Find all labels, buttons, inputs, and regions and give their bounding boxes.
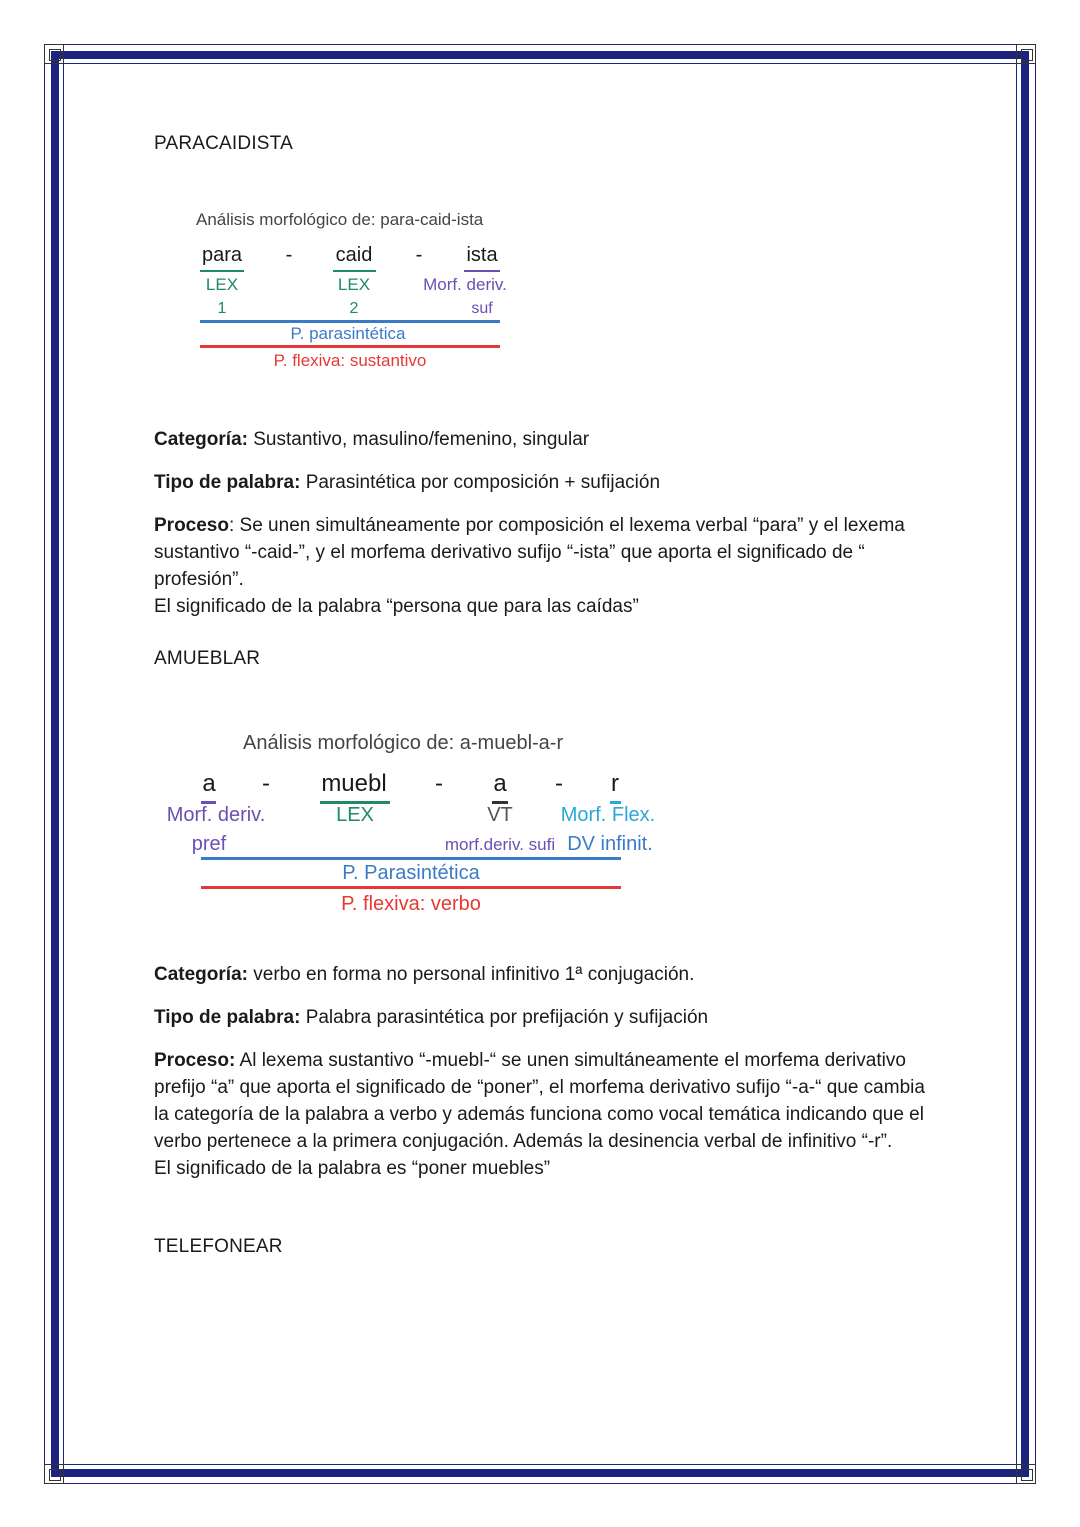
flex-label: P. flexiva: sustantivo bbox=[273, 351, 427, 370]
morpheme-subtag: morf.deriv. sufi bbox=[444, 835, 556, 854]
significado: El significado de la palabra “persona que para las caídas” bbox=[154, 596, 639, 617]
field-value: Palabra parasintética por prefijación y sufijación bbox=[305, 1007, 709, 1028]
section-heading-paracaidista: PARACAIDISTA bbox=[154, 133, 293, 154]
proceso-paragraph bbox=[154, 1047, 944, 1182]
field-label: Tipo de palabra: bbox=[154, 472, 301, 493]
morpheme-tag: LEX bbox=[337, 275, 371, 294]
flex-line bbox=[201, 886, 621, 889]
morpheme-subtag: pref bbox=[191, 833, 227, 855]
base-label: P. parasintética bbox=[290, 324, 406, 343]
base-label: P. Parasintética bbox=[342, 862, 480, 884]
flex-label: P. flexiva: verbo bbox=[341, 893, 481, 915]
section-heading-amueblar: AMUEBLAR bbox=[154, 648, 261, 669]
border-corner-ornament bbox=[44, 44, 64, 64]
categoria-line bbox=[154, 426, 589, 453]
field-label: Categoría: bbox=[154, 429, 248, 450]
proceso-paragraph bbox=[154, 512, 934, 620]
tipo-line bbox=[154, 1004, 708, 1031]
morpheme-tag: Morf. Flex. bbox=[560, 804, 656, 826]
field-label: Proceso: bbox=[154, 1050, 236, 1071]
border-corner-ornament bbox=[44, 1464, 64, 1484]
field-value: Parasintética por composición + sufijación bbox=[305, 472, 661, 493]
morpheme-tag: VT bbox=[487, 804, 513, 826]
segment-separator: - bbox=[262, 770, 270, 797]
diagram-title: Análisis morfológico de: a-muebl-a-r bbox=[243, 732, 564, 754]
tipo-line bbox=[154, 469, 660, 496]
segment-separator: - bbox=[555, 770, 563, 797]
field-label: Tipo de palabra: bbox=[154, 1007, 301, 1028]
morpheme-tag: LEX bbox=[336, 804, 374, 826]
morpheme-subtag: 1 bbox=[217, 300, 227, 317]
segment: a bbox=[202, 770, 216, 797]
segment-separator: - bbox=[415, 244, 423, 266]
segment: caid bbox=[335, 244, 373, 266]
categoria-line bbox=[154, 961, 694, 988]
base-line bbox=[200, 320, 500, 323]
base-line bbox=[201, 857, 621, 860]
morpheme-subtag: 2 bbox=[349, 300, 359, 317]
segment-separator: - bbox=[435, 770, 443, 797]
diagram-title: Análisis morfológico de: para-caid-ista bbox=[196, 210, 484, 229]
segment-underline bbox=[200, 270, 244, 272]
segment: ista bbox=[466, 244, 498, 266]
segment: muebl bbox=[321, 770, 387, 797]
morpheme-tag: Morf. deriv. bbox=[166, 804, 266, 826]
field-value: Sustantivo, masulino/femenino, singular bbox=[253, 429, 590, 450]
segment: para bbox=[201, 244, 243, 266]
morpheme-tag: Morf. deriv. bbox=[423, 275, 507, 294]
segment: a bbox=[493, 770, 507, 797]
border-corner-ornament bbox=[1016, 1464, 1036, 1484]
section-heading-telefonear: TELEFONEAR bbox=[154, 1236, 283, 1257]
field-value: verbo en forma no personal infinitivo 1ª conjugación. bbox=[253, 964, 695, 985]
field-value: Al lexema sustantivo “-muebl-“ se unen simultáneamente el morfema derivativo prefijo “a” que aporta el significado de “poner”, el morfema derivativo sufijo “-a-“ que cambia la categoría de la palabra a verbo y además funciona como vocal temática indicando que el verbo pertenece a la primera conjugación. Además la desinencia verbal de infinitivo “-r”. bbox=[154, 1050, 925, 1152]
morpheme-subtag: suf bbox=[471, 300, 493, 317]
flex-line bbox=[200, 345, 500, 348]
segment-underline bbox=[464, 270, 500, 272]
segment: r bbox=[611, 770, 619, 797]
morpheme-tag: LEX bbox=[205, 275, 239, 294]
morpheme-subtag: DV infinit. bbox=[567, 833, 653, 855]
segment-underline bbox=[333, 270, 376, 272]
significado: El significado de la palabra es “poner muebles” bbox=[154, 1158, 551, 1179]
field-value: : Se unen simultáneamente por composición el lexema verbal “para” y el lexema sustantivo “-caid-”, y el morfema derivativo sufijo “-ista” que aporta el significado de “ profesión”. bbox=[154, 515, 905, 590]
border-corner-ornament bbox=[1016, 44, 1036, 64]
field-label: Categoría: bbox=[154, 964, 248, 985]
segment-separator: - bbox=[285, 244, 293, 266]
field-label: Proceso bbox=[154, 515, 229, 536]
